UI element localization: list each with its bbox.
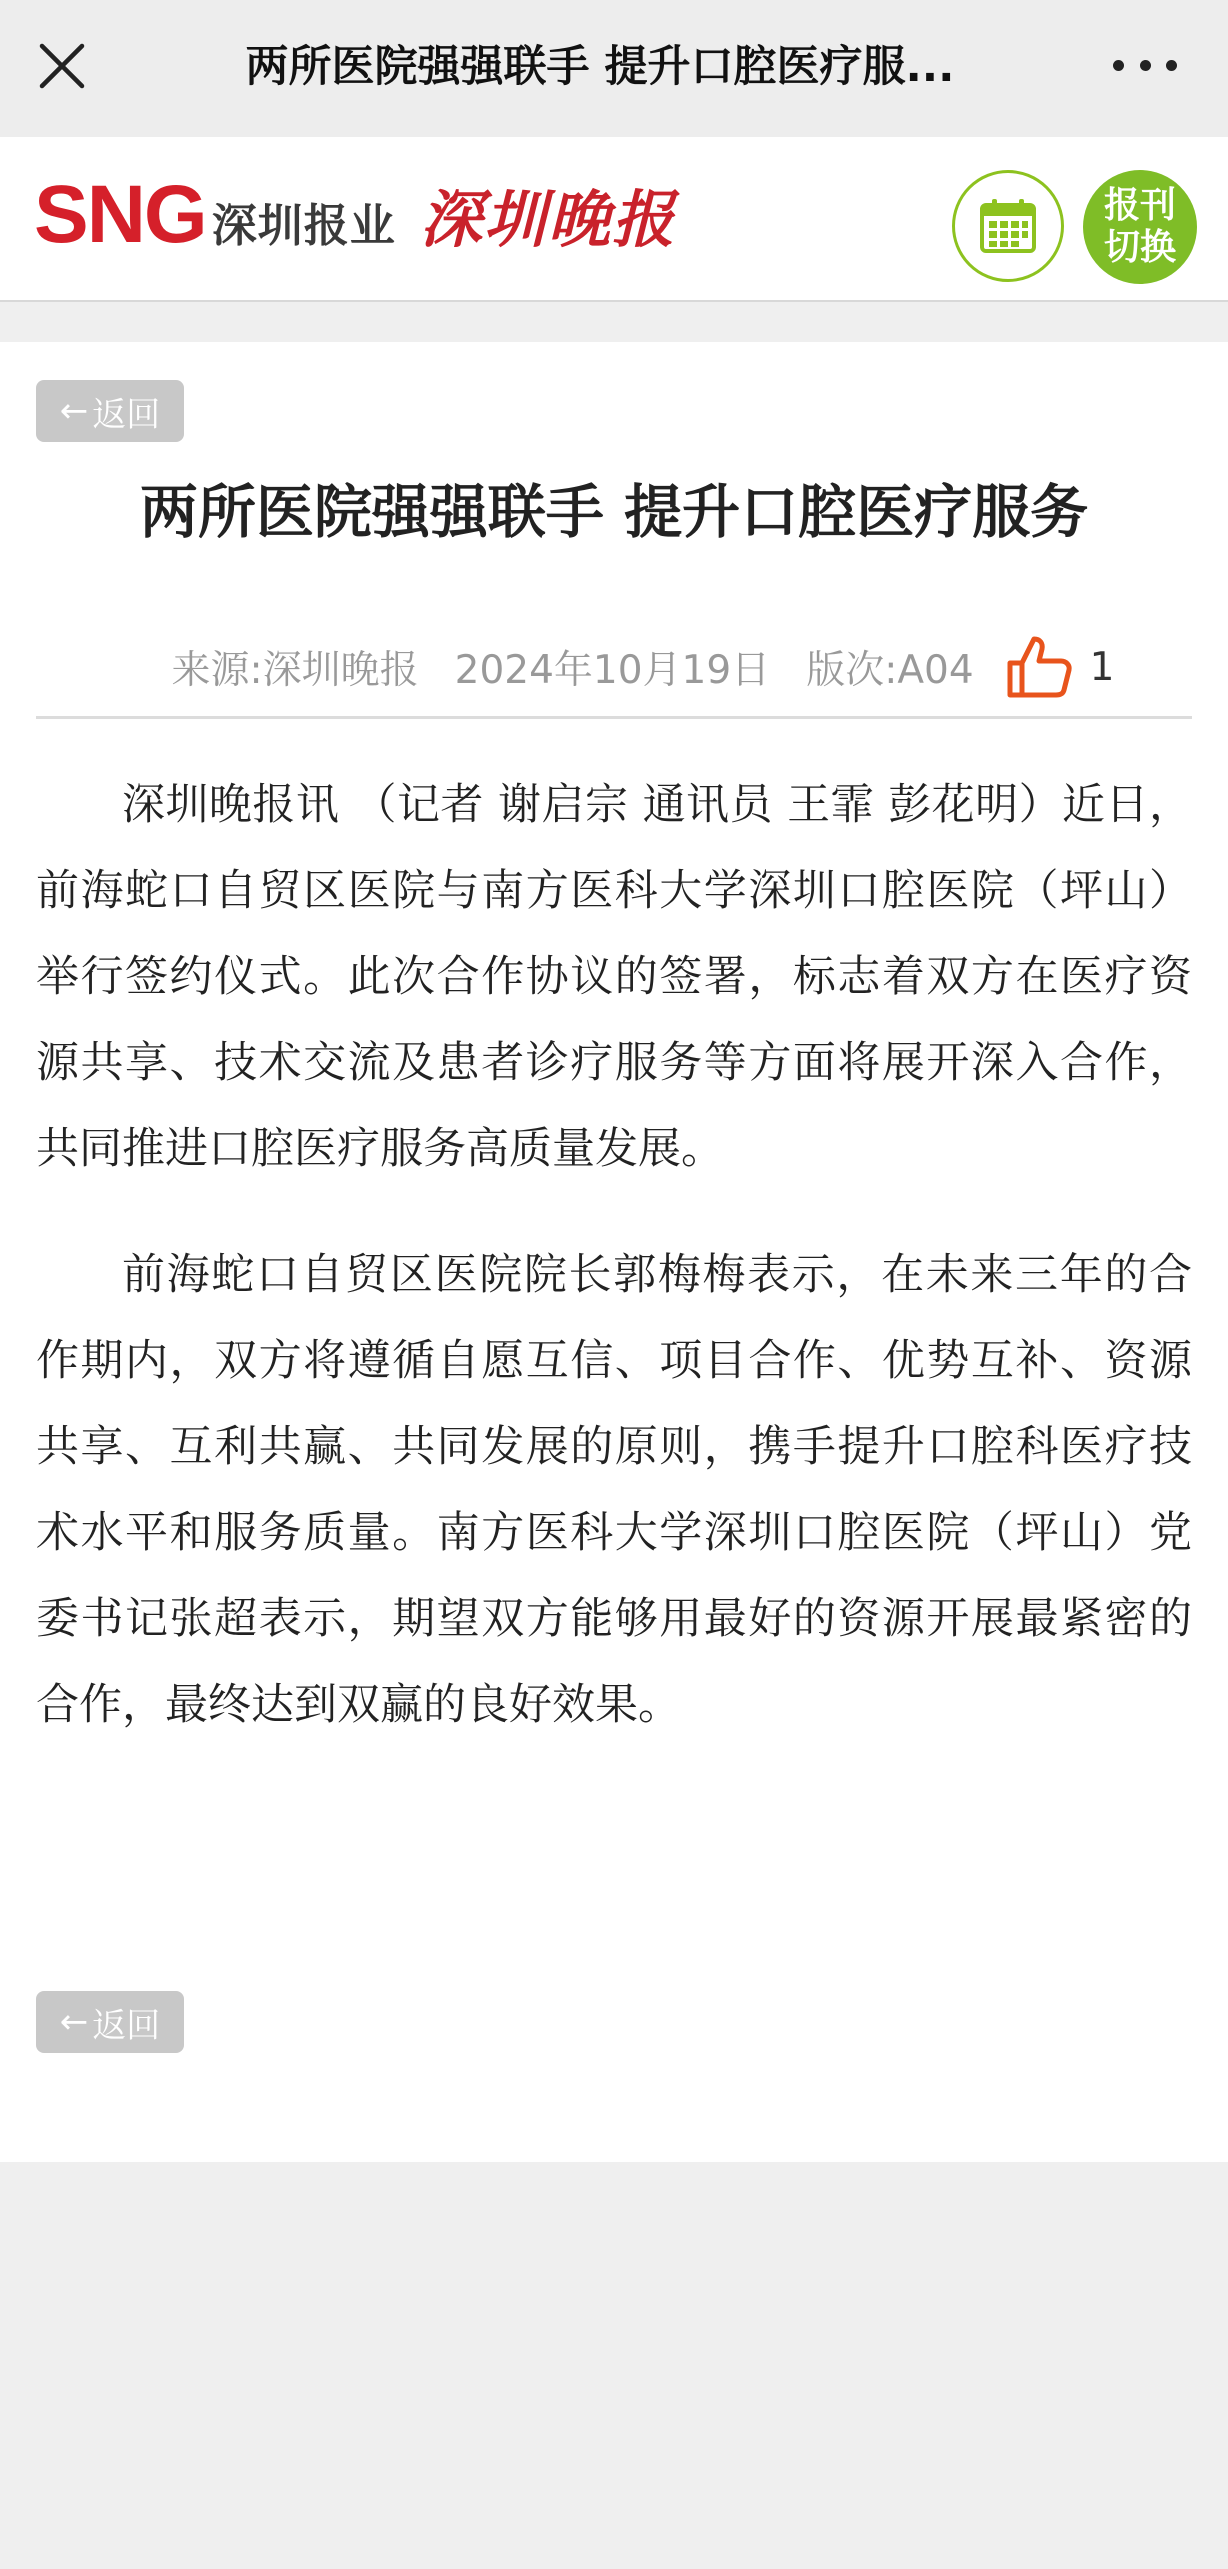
publication-switch-button[interactable] xyxy=(1083,170,1197,284)
back-button-top[interactable] xyxy=(36,380,184,442)
calendar-button[interactable] xyxy=(952,170,1064,282)
article-title: 两所医院强强联手 提升口腔医疗服务 xyxy=(139,478,1089,546)
article-paragraph: 前海蛇口自贸区医院院长郭梅梅表示，在未来三年的合作期内，双方将遵循自愿互信、项目合作、优势互补、资源共享、互利共赢、共同发展的原则，携手提升口腔科医疗技术水平和服务质量。南方医科大学深圳口腔医院（坪山）党委书记张超表示，期望双方能够用最好的资源开展最紧密的合作，最终达到双赢的良好效果。 xyxy=(36,1250,1192,1730)
article-card xyxy=(0,342,1228,2162)
like-count: 1 xyxy=(1089,644,1115,690)
meta-divider xyxy=(36,716,1192,719)
article-edition: 版次:A04 xyxy=(806,648,974,693)
article-paragraph: 深圳晚报讯 （记者 谢启宗 通讯员 王霏 彭花明）近日，前海蛇口自贸区医院与南方医科大学深圳口腔医院（坪山）举行签约仪式。此次合作协议的签署，标志着双方在医疗资源共享、技术交流及患者诊疗服务等方面将展开深入合作，共同推进口腔医疗服务高质量发展。 xyxy=(36,780,1192,1174)
site-header xyxy=(0,137,1228,302)
article-meta xyxy=(36,632,1192,702)
switch-label-line2: 切换 xyxy=(1103,227,1176,268)
arrow-left-icon: ← xyxy=(59,391,89,431)
close-icon[interactable] xyxy=(34,38,90,94)
article-date: 2024年10月19日 xyxy=(454,648,771,693)
more-options-icon[interactable] xyxy=(1105,45,1185,85)
back-button-bottom[interactable] xyxy=(36,1991,184,2053)
switch-label-line1: 报刊 xyxy=(1103,185,1176,226)
thumbs-up-icon[interactable] xyxy=(1004,633,1076,701)
back-label: 返回 xyxy=(92,394,161,435)
article-source: 来源:深圳晚报 xyxy=(171,648,419,693)
back-label: 返回 xyxy=(92,2005,161,2046)
top-nav-bar xyxy=(0,0,1228,137)
sng-logo[interactable] xyxy=(34,169,396,260)
arrow-left-icon: ← xyxy=(59,2002,89,2042)
article-body xyxy=(36,762,1192,1788)
nav-title: 两所医院强强联手 提升口腔医疗服... xyxy=(245,42,955,92)
calendar-icon xyxy=(978,197,1038,255)
sng-group-name: 深圳报业 xyxy=(211,199,396,252)
shenzhen-evening-news-logo: 深圳晚报 xyxy=(420,183,677,256)
sng-logo-text: SNG xyxy=(34,169,206,260)
